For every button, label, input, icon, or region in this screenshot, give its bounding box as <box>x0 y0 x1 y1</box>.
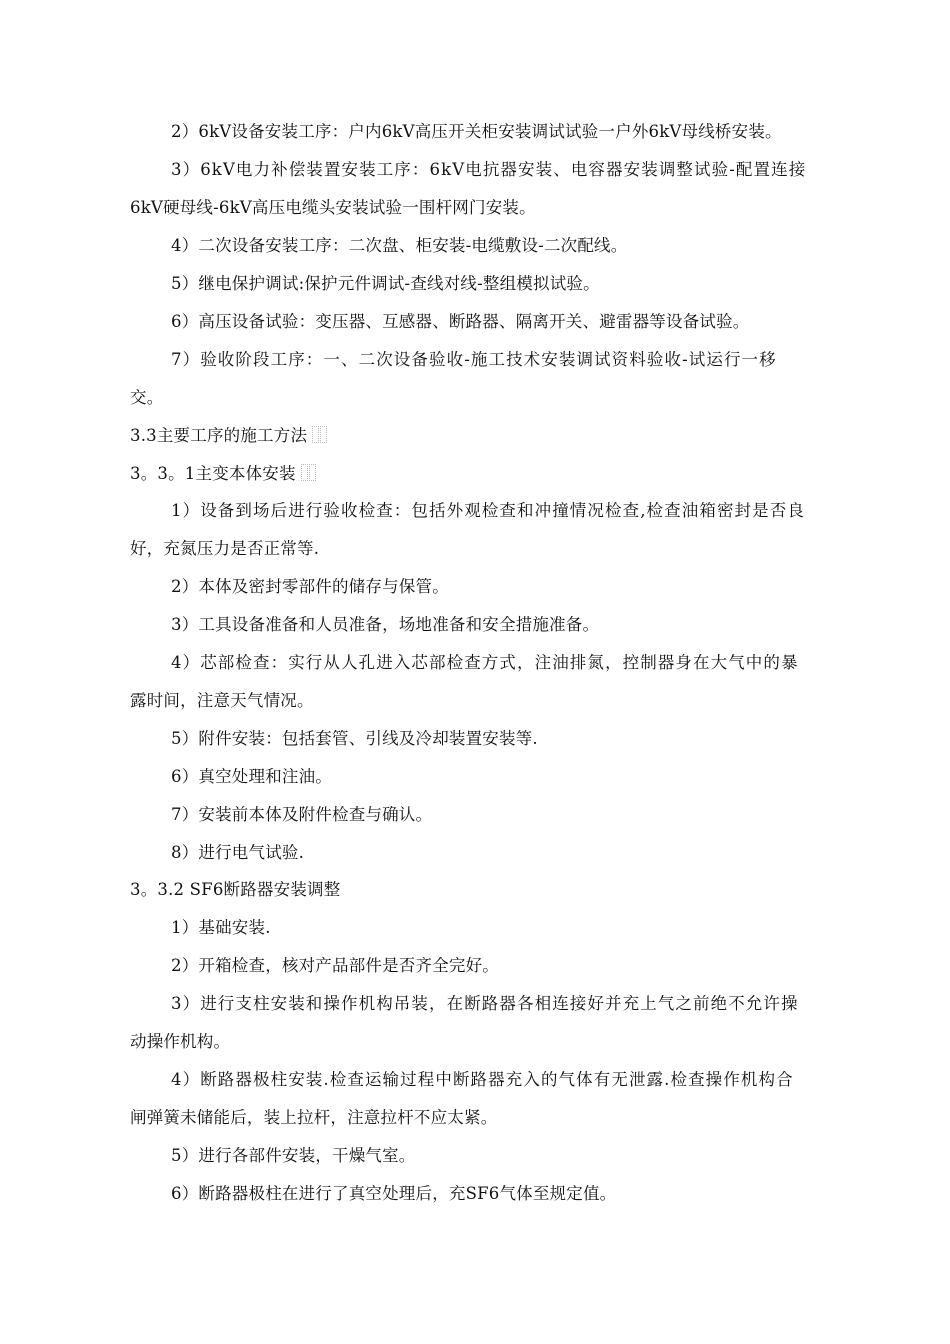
paragraph-accessories: 5）附件安装：包括套管、引线及冷却装置安装等. <box>171 729 538 748</box>
placeholder-box-icon <box>320 426 327 443</box>
paragraph-secondary-equipment: 4）二次设备安装工序：二次盘、柜安装-电缆敷设-二次配线。 <box>171 236 628 255</box>
paragraph-unpacking: 2）开箱检查，核对产品部件是否齐全完好。 <box>171 956 499 975</box>
paragraph-pole-install-line1: 4）断路器极柱安装.检查运输过程中断路器充入的气体有无泄露.检查操作机构合 <box>171 1070 794 1089</box>
paragraph-pole-install-line2: 闸弹簧未储能后，装上拉杆，注意拉杆不应太紧。 <box>130 1108 498 1127</box>
section-heading-3-3 <box>130 425 830 447</box>
section-heading-3-3-1 <box>130 463 830 485</box>
paragraph-inspection-line2: 好，充氮压力是否正常等. <box>130 539 320 558</box>
section-heading-3-3-2: 3。3.2 SF6断路器安装调整 <box>130 880 341 899</box>
paragraph-compensation-line2: 6kV硬母线-6kV高压电缆头安装试验一围杆网门安装。 <box>130 198 536 217</box>
placeholder-box-icon <box>309 464 316 481</box>
section-heading-3-3-1-text: 3。3。1主变本体安装 <box>130 464 296 483</box>
paragraph-sf6-fill: 6）断路器极柱在进行了真空处理后，充SF6气体至规定值。 <box>171 1184 617 1203</box>
paragraph-6kv-equipment: 2）6kV设备安装工序：户内6kV高压开关柜安装调试试验一户外6kV母线桥安装。 <box>171 122 782 141</box>
paragraph-compensation-line1: 3）6kV电力补偿装置安装工序：6kV电抗器安装、电容器安装调整试验-配置连接 <box>171 160 807 179</box>
placeholder-box-icon <box>301 464 308 481</box>
paragraph-hv-testing: 6）高压设备试验：变压器、互感器、断路器、隔离开关、避雷器等设备试验。 <box>171 312 750 331</box>
paragraph-component-install: 5）进行各部件安装，干燥气室。 <box>171 1146 416 1165</box>
paragraph-column-install-line1: 3）进行支柱安装和操作机构吊装，在断路器各相连接好并充上气之前绝不允许操 <box>171 994 799 1013</box>
section-heading-3-3-text: 3.3主要工序的施工方法 <box>130 426 308 445</box>
placeholder-box-icon <box>312 426 319 443</box>
paragraph-core-inspection-line2: 露时间，注意天气情况。 <box>130 691 314 710</box>
paragraph-core-inspection-line1: 4）芯部检查：实行从人孔进入芯部检查方式，注油排氮，控制器身在大气中的暴 <box>171 653 799 672</box>
paragraph-column-install-line2: 动操作机构。 <box>130 1032 231 1051</box>
paragraph-storage: 2）本体及密封零部件的储存与保管。 <box>171 577 449 596</box>
paragraph-vacuum-oil: 6）真空处理和注油。 <box>171 767 332 786</box>
paragraph-inspection-line1: 1）设备到场后进行验收检查：包括外观检查和冲撞情况检查,检查油箱密封是否良 <box>171 501 805 520</box>
paragraph-pre-check: 7）安装前本体及附件检查与确认。 <box>171 805 433 824</box>
paragraph-preparation: 3）工具设备准备和人员准备，场地准备和安全措施准备。 <box>171 615 600 634</box>
paragraph-acceptance-line2: 交。 <box>130 388 164 407</box>
paragraph-acceptance-line1: 7）验收阶段工序：一、二次设备验收-施工技术安装调试资料验收-试运行一移 <box>171 350 777 369</box>
paragraph-foundation: 1）基础安装. <box>171 918 271 937</box>
paragraph-electrical-test: 8）进行电气试验. <box>171 843 305 862</box>
paragraph-relay-protection: 5）继电保护调试:保护元件调试-查线对线-整组模拟试验。 <box>171 274 600 293</box>
